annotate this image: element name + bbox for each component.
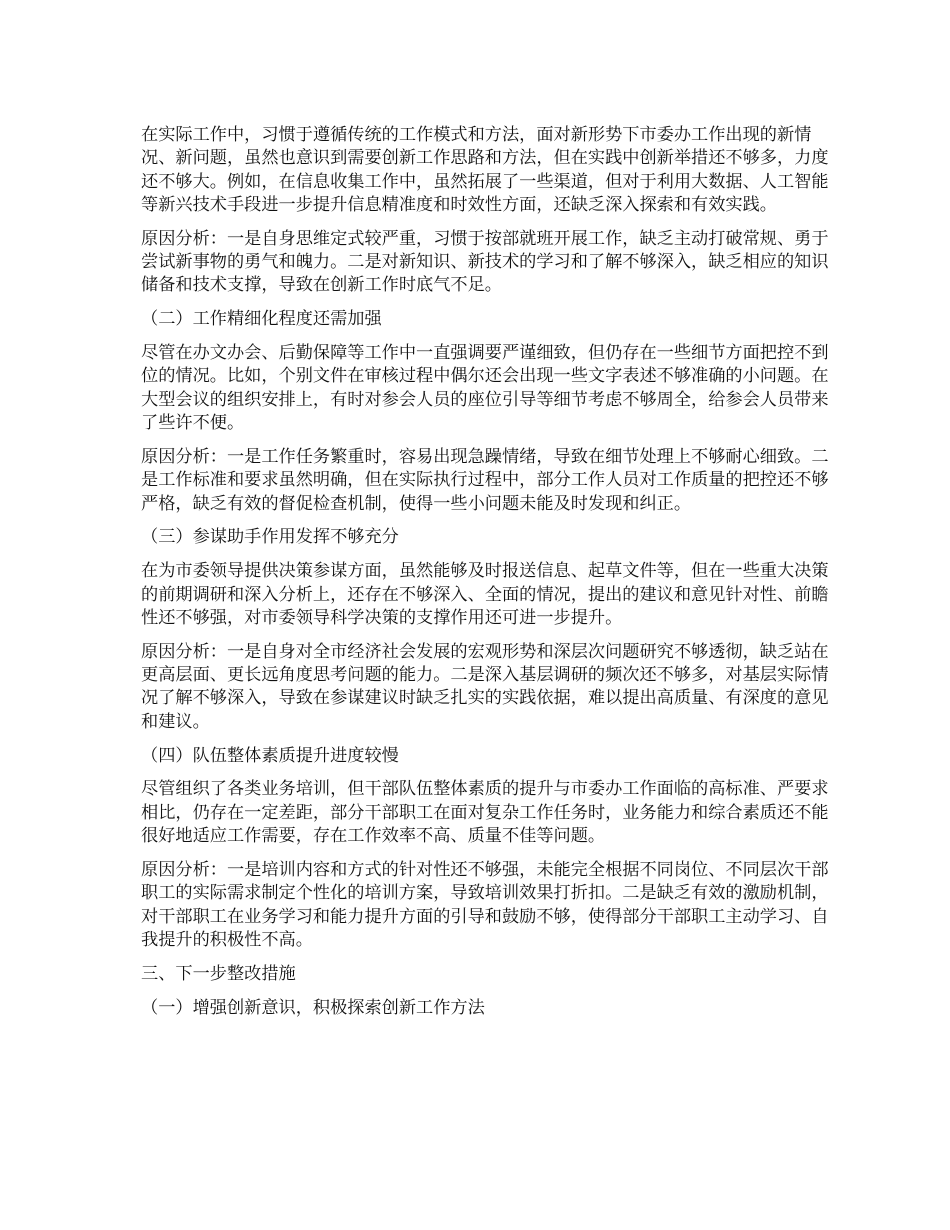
- paragraph-refinement-cause: 原因分析：一是工作任务繁重时，容易出现急躁情绪，导致在细节处理上不够耐心细致。二是工作标准和要求虽然明确，但在实际执行过程中，部分工作人员对工作质量的把控还不够严格，缺乏有效的督促检查机制，使得一些小问题未能及时发现和纠正。: [141, 446, 829, 514]
- paragraph-refinement-problem: 尽管在办文办会、后勤保障等工作中一直强调要严谨细致，但仍存在一些细节方面把控不到位的情况。比如，个别文件在审核过程中偶尔还会出现一些文字表述不够准确的小问题。在大型会议的组织安排上，有时对参会人员的座位引导等细节考虑不够周全，给参会人员带来了些许不便。: [141, 343, 829, 434]
- paragraph-advisory-problem: 在为市委领导提供决策参谋方面，虽然能够及时报送信息、起草文件等，但在一些重大决策的前期调研和深入分析上，还存在不够深入、全面的情况，提出的建议和意见针对性、前瞻性还不够强，对市委领导科学决策的支撑作用还可进一步提升。: [141, 561, 829, 628]
- document-page: [141, 124, 831, 1031]
- section-heading-innovation-measures: （一）增强创新意识，积极探索创新工作方法: [141, 997, 485, 1018]
- chapter-heading-next-steps: 三、下一步整改措施: [141, 963, 296, 984]
- paragraph-innovation-problem: 在实际工作中，习惯于遵循传统的工作模式和方法，面对新形势下市委办工作出现的新情况、新问题，虽然也意识到需要创新工作思路和方法，但在实践中创新举措还不够多，力度还不够大。例如，在信息收集工作中，虽然拓展了一些渠道，但对于利用大数据、人工智能等新兴技术手段进一步提升信息精准度和时效性方面，还缺乏深入探索和有效实践。: [141, 125, 829, 215]
- section-heading-advisory: （三）参谋助手作用发挥不够充分: [141, 527, 399, 548]
- section-heading-refinement: （二）工作精细化程度还需加强: [141, 309, 382, 330]
- paragraph-team-quality-problem: 尽管组织了各类业务培训，但干部队伍整体素质的提升与市委办工作面临的高标准、严要求相比，仍存在一定差距，部分干部职工在面对复杂工作任务时，业务能力和综合素质还不能很好地适应工作需要，存在工作效率不高、质量不佳等问题。: [141, 779, 829, 847]
- paragraph-innovation-cause: 原因分析：一是自身思维定式较严重，习惯于按部就班开展工作，缺乏主动打破常规、勇于尝试新事物的勇气和魄力。二是对新知识、新技术的学习和了解不够深入，缺乏相应的知识储备和技术支撑，导致在创新工作时底气不足。: [141, 228, 829, 296]
- paragraph-advisory-cause: 原因分析：一是自身对全市经济社会发展的宏观形势和深层次问题研究不够透彻，缺乏站在更高层面、更长远角度思考问题的能力。二是深入基层调研的频次还不够多，对基层实际情况了解不够深入，导致在参谋建议时缺乏扎实的实践依据，难以提出高质量、有深度的意见和建议。: [141, 641, 829, 732]
- section-heading-team-quality: （四）队伍整体素质提升进度较慢: [141, 745, 399, 766]
- paragraph-team-quality-cause: 原因分析：一是培训内容和方式的针对性还不够强，未能完全根据不同岗位、不同层次干部职工的实际需求制定个性化的培训方案，导致培训效果打折扣。二是缺乏有效的激励机制，对干部职工在业务学习和能力提升方面的引导和鼓励不够，使得部分干部职工主动学习、自我提升的积极性不高。: [141, 859, 829, 950]
